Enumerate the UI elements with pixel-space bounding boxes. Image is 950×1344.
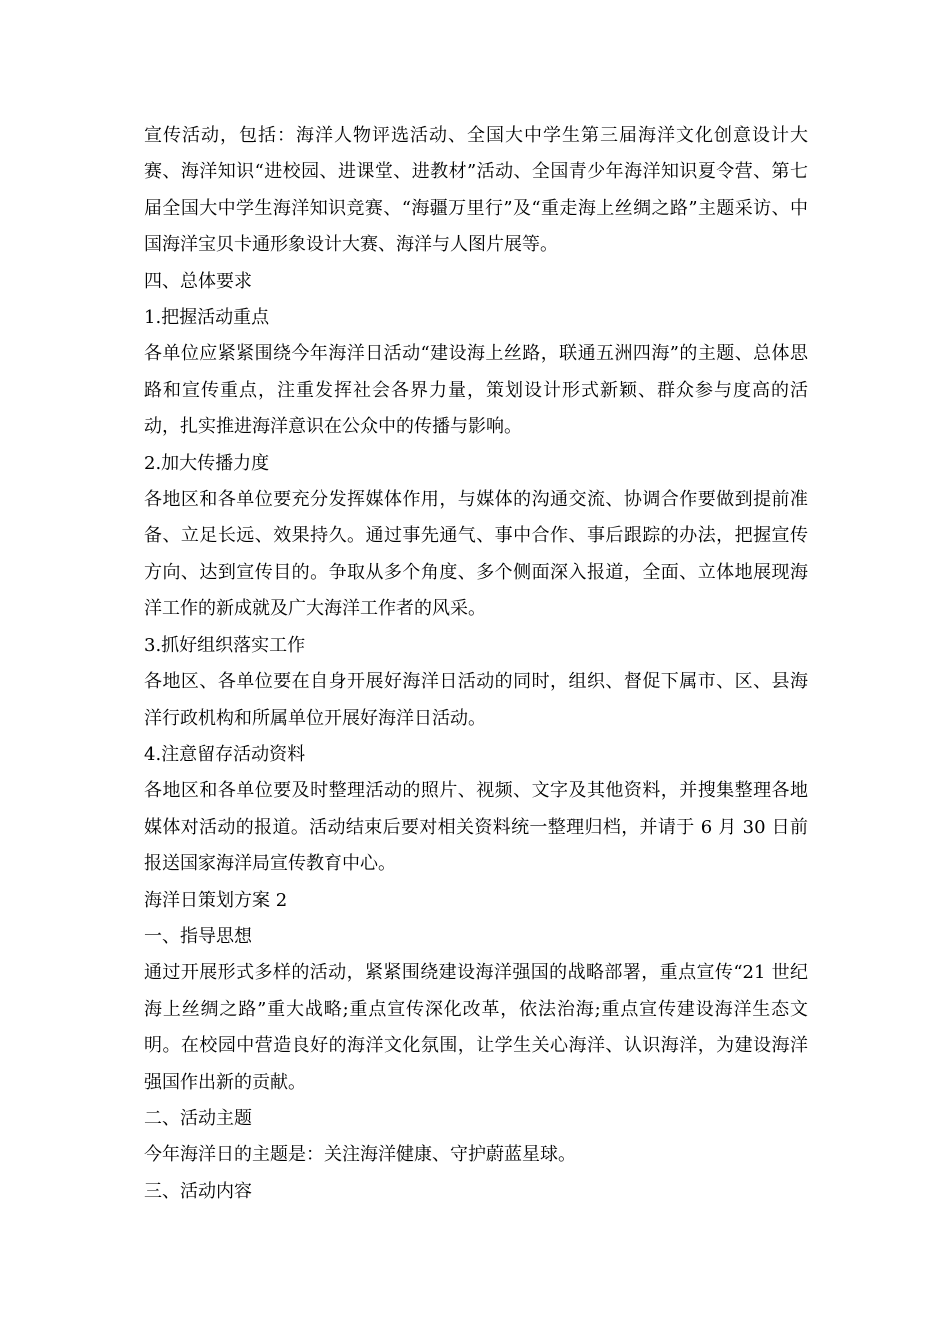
paragraph-activities-list: 宣传活动，包括：海洋人物评选活动、全国大中学生第三届海洋文化创意设计大赛、海洋知识“进校园、进课堂、进教材”活动、全国青少年海洋知识夏令营、第七届全国大中学生海洋知识竞赛、“海疆万里行”及“重走海上丝绸之路”主题采访、中国海洋宝贝卡通形象设计大赛、海洋与人图片展等。 bbox=[144, 125, 808, 256]
paragraph-focus-activities: 各单位应紧紧围绕今年海洋日活动“建设海上丝路，联通五洲四海”的主题、总体思路和宣传重点，注重发挥社会各界力量，策划设计形式新颖、群众参与度高的活动，扎实推进海洋意识在公众中的传播与影响。 bbox=[144, 343, 808, 438]
heading-guiding-ideology: 一、指导思想 bbox=[144, 925, 252, 947]
document-page bbox=[144, 118, 808, 1210]
heading-increase-dissemination: 2.加大传播力度 bbox=[144, 452, 270, 474]
heading-focus-activities: 1.把握活动重点 bbox=[144, 307, 270, 329]
paragraph-increase-dissemination: 各地区和各单位要充分发挥媒体作用，与媒体的沟通交流、协调合作要做到提前准备、立足长远、效果持久。通过事先通气、事中合作、事后跟踪的办法，把握宣传方向、达到宣传目的。争取从多个角度、多个侧面深入报道，全面、立体地展现海洋工作的新成就及广大海洋工作者的风采。 bbox=[144, 489, 808, 620]
heading-keep-materials: 4.注意留存活动资料 bbox=[144, 743, 306, 765]
heading-general-requirements: 四、总体要求 bbox=[144, 270, 252, 292]
heading-organize-implementation: 3.抓好组织落实工作 bbox=[144, 634, 306, 656]
paragraph-guiding-ideology: 通过开展形式多样的活动，紧紧围绕建设海洋强国的战略部署，重点宣传“21 世纪海上丝绸之路”重大战略;重点宣传深化改革，依法治海;重点宣传建设海洋生态文明。在校园中营造良好的海洋文化氛围，让学生关心海洋、认识海洋，为建设海洋强国作出新的贡献。 bbox=[144, 962, 808, 1093]
heading-activity-content: 三、活动内容 bbox=[144, 1180, 252, 1202]
paragraph-organize-implementation: 各地区、各单位要在自身开展好海洋日活动的同时，组织、督促下属市、区、县海洋行政机构和所属单位开展好海洋日活动。 bbox=[144, 671, 808, 729]
paragraph-keep-materials: 各地区和各单位要及时整理活动的照片、视频、文字及其他资料，并搜集整理各地媒体对活动的报道。活动结束后要对相关资料统一整理归档，并请于 6 月 30 日前报送国家海洋局宣传教育中心。 bbox=[144, 780, 808, 875]
heading-plan-2: 海洋日策划方案 2 bbox=[144, 889, 288, 911]
heading-activity-theme: 二、活动主题 bbox=[144, 1107, 252, 1129]
paragraph-activity-theme: 今年海洋日的主题是：关注海洋健康、守护蔚蓝星球。 bbox=[144, 1144, 576, 1166]
